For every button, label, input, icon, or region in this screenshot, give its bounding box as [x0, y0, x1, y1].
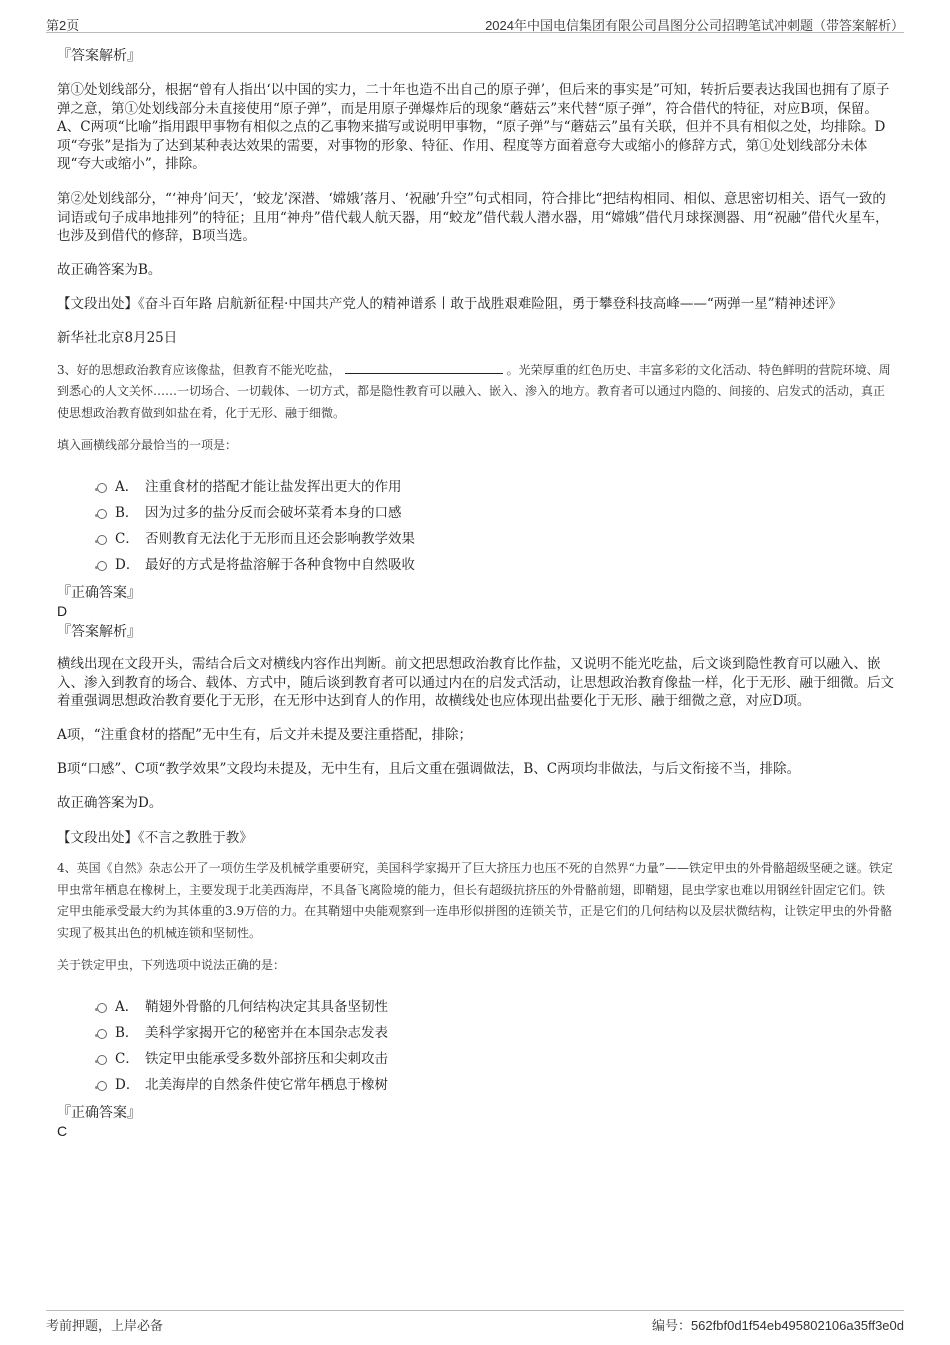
page-number: 第2页: [46, 18, 80, 33]
fill-blank: [345, 360, 503, 374]
analysis-conclusion: 故正确答案为D。: [57, 795, 163, 811]
analysis-paragraph: A项，“注重食材的搭配”无中生有，后文并未提及要注重搭配，排除；: [57, 726, 473, 743]
option-c[interactable]: C． 否则教育无法化于无形而且还会影响教学效果: [97, 526, 895, 552]
correct-answer-label: 『正确答案』: [57, 1105, 141, 1122]
source-citation: 【文段出处】《奋斗百年路 启航新征程·中国共产党人的精神谱系丨敢于战胜艰难险阻，勇于攀登科技高峰——“两弹一星”精神述评》: [57, 296, 843, 313]
radio-icon[interactable]: [97, 561, 107, 571]
analysis-paragraph: 横线出现在文段开头，需结合后文对横线内容作出判断。前文把思想政治教育比作盐，又说明不能光吃盐，后文谈到隐性教育可以融入、嵌入、渗入到教育的场合、载体、方式中，随后谈到教育者可以通过内在的启发式活动，让思想政治教育像盐一样，化于无形、融于细微。后文着重强调思想政治教育要化于无形，在无形中达到育人的作用，故横线处也应体现出盐要化于无形、融于细微之意，对应D项。: [57, 656, 894, 710]
option-a[interactable]: A． 鞘翅外骨骼的几何结构决定其具备坚韧性: [97, 994, 895, 1020]
analysis-paragraph: B项“口感”、C项“教学效果”文段均未提及，无中生有，且后文重在强调做法，B、C两项均非做法，与后文衔接不当，排除。: [57, 761, 801, 778]
correct-answer-label: 『正确答案』: [57, 585, 141, 602]
option-b[interactable]: B． 因为过多的盐分反而会破坏菜肴本身的口感: [97, 500, 895, 526]
option-a[interactable]: A． 注重食材的搭配才能让盐发挥出更大的作用: [97, 474, 895, 500]
question-prompt: 关于铁定甲虫，下列选项中说法正确的是：: [57, 958, 286, 973]
radio-icon[interactable]: [97, 509, 107, 519]
analysis-conclusion: 故正确答案为B。: [57, 261, 162, 278]
page-footer: [46, 1310, 904, 1335]
option-list: [97, 474, 895, 578]
radio-icon[interactable]: [97, 1081, 107, 1091]
option-list: [97, 994, 895, 1098]
radio-icon[interactable]: [97, 1003, 107, 1013]
page-header: [46, 12, 904, 33]
correct-answer: D: [57, 603, 68, 620]
source-dateline: 新华社北京8月25日: [57, 329, 178, 346]
radio-icon[interactable]: [97, 1055, 107, 1065]
analysis-paragraph: 第①处划线部分，根据“曾有人指出‘以中国的实力，二十年也造不出自己的原子弹’，但后来的事实是”可知，转折后要表达我国也拥有了原子弹之意，第①处划线部分未直接使用“原子弹”，而是用原子弹爆炸后的现象“蘑菇云”来代替“原子弹”，符合借代的特征，对应B项，保留。A、C两项“比喻”指用跟甲事物有相似之点的乙事物来描写或说明甲事物，“原子弹”与“蘑菇云”虽有关联，但并不具有相似之处，均排除。D项“夸张”是指为了达到某种表达效果的需要，对事物的形象、特征、作用、程度等方面着意夸大或缩小的修辞方式，第①处划线部分未体现“夸大或缩小”，排除。: [57, 82, 890, 173]
option-d[interactable]: D． 北美海岸的自然条件使它常年栖息于橡树: [97, 1072, 895, 1098]
analysis-paragraph: 第②处划线部分，“‘神舟’问天’，‘蛟龙’深潜、‘嫦娥’落月、‘祝融’升空”句式相同，符合排比“把结构相同、相似、意思密切相关、语气一致的词语或句子成串地排列”的特征；且用“神舟”借代载人航天器，用“蛟龙”借代载人潜水器，用“嫦娥”借代月球探测器、用“祝融”借代火星车，也涉及到借代的修辞，B项当选。: [57, 190, 889, 245]
option-b[interactable]: B． 美科学家揭开它的秘密并在本国杂志发表: [97, 1020, 895, 1046]
question-stem: 4、英国《自然》杂志公开了一项仿生学及机械学重要研究，美国科学家揭开了巨大挤压力也压不死的自然界“力量”——铁定甲虫的外骨骼超级坚硬之谜。铁定甲虫常年栖息在橡树上，主要发现于北美西海岸，不具备飞离险境的能力，但长有超级抗挤压的外骨骼前翅，即鞘翅，昆虫学家也难以用钢丝针固定它们。铁定甲虫能承受最大约为其体重的3.9万倍的力。在其鞘翅中央能观察到一连串形似拼图的连锁关节，正是它们的几何结构以及层状微结构，让铁定甲虫的外骨骼实现了极其出色的机械连锁和坚韧性。: [57, 861, 893, 940]
question-stem: [57, 360, 895, 425]
question-prompt: 填入画横线部分最恰当的一项是：: [57, 438, 238, 453]
page-content: [57, 46, 895, 1140]
option-d[interactable]: D． 最好的方式是将盐溶解于各种食物中自然吸收: [97, 552, 895, 578]
question-stem-part: 。光荣厚重的红色历史、丰富多彩的文化活动、特色鲜明的营院环境、周到悉心的人文关怀……一切场合、一切载体、一切方式，都是隐性教育可以融入、嵌入、渗入的地方。教育者可以通过内隐的、间接的、启发式的活动，真正使思想政治教育做到如盐在肴，化于无形、融于细微。: [57, 362, 891, 420]
correct-answer: C: [57, 1123, 68, 1140]
question-stem-part: 3、好的思想政治教育应该像盐，但教育不能光吃盐，: [57, 362, 341, 377]
footer-slogan: 考前押题，上岸必备: [46, 1318, 164, 1333]
answer-analysis-label: 『答案解析』: [57, 48, 141, 64]
source-citation: 【文段出处】《不言之教胜于教》: [57, 829, 253, 846]
document-title: 2024年中国电信集团有限公司昌图分公司招聘笔试冲刺题（带答案解析）: [485, 18, 904, 33]
answer-analysis-label: 『答案解析』: [57, 624, 141, 641]
radio-icon[interactable]: [97, 1029, 107, 1039]
option-c[interactable]: C． 铁定甲虫能承受多数外部挤压和尖刺攻击: [97, 1046, 895, 1072]
radio-icon[interactable]: [97, 483, 107, 493]
document-code: 编号：562fbf0d1f54eb495802106a35ff3e0d: [651, 1318, 904, 1333]
radio-icon[interactable]: [97, 535, 107, 545]
